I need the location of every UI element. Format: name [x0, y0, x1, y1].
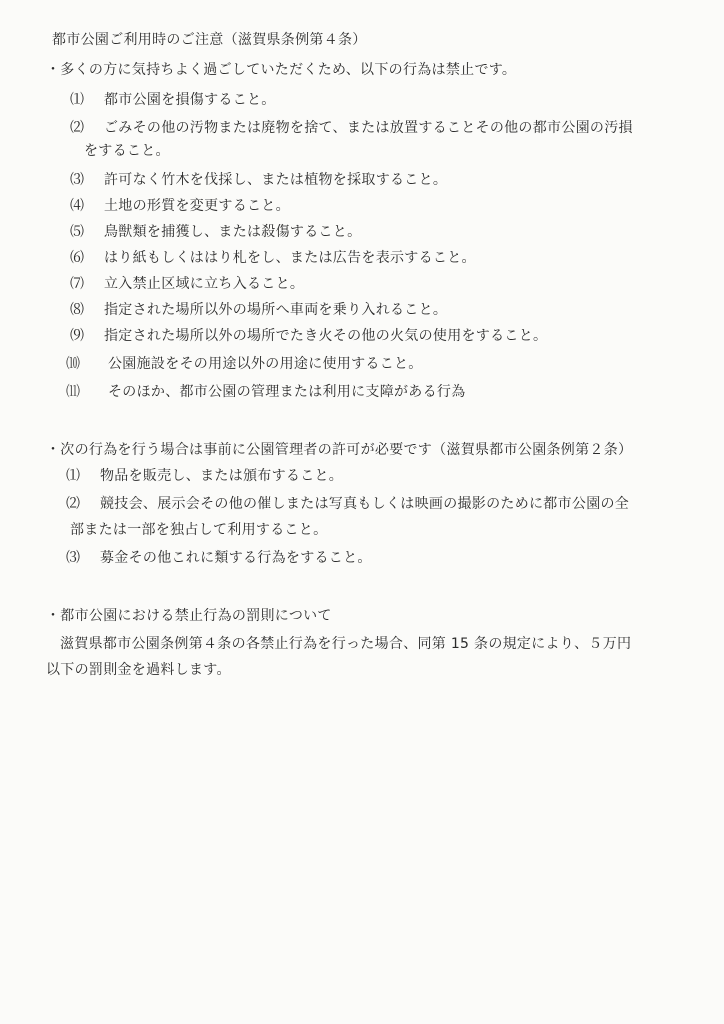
item-text: ごみその他の汚物または廃物を捨て、または放置することその他の都市公園の汚損: [104, 120, 633, 136]
item-text: はり紙もしくははり札をし、または広告を表示すること。: [104, 250, 476, 266]
item-text: 土地の形質を変更すること。: [104, 198, 290, 214]
list-item: [70, 300, 447, 320]
list-item: [70, 170, 447, 190]
item-text: 物品を販売し、または頒布すること。: [100, 468, 344, 484]
item-text: 立入禁止区域に立ち入ること。: [104, 276, 305, 292]
list-item: [66, 466, 343, 486]
item-text: 競技会、展示会その他の催しまたは写真もしくは映画の撮影のために都市公園の全: [100, 496, 630, 512]
list-item: [70, 90, 276, 110]
item-number: ⑵: [66, 496, 81, 512]
item-number: ⑶: [70, 172, 85, 188]
item-number: ⑵: [70, 120, 85, 136]
item-text: そのほか、都市公園の管理または利用に支障がある行為: [108, 384, 466, 400]
penalty-text: 滋賀県都市公園条例第４条の各禁止行為を行った場合、同第 15 条の規定により、５万円: [60, 636, 632, 652]
section3-heading: ・都市公園における禁止行為の罰則について: [46, 608, 332, 624]
item-continuation: をすること。: [84, 143, 170, 159]
item-number: ⑴: [70, 92, 85, 108]
list-item: [70, 274, 304, 294]
item-text: 鳥獣類を捕獲し、または殺傷すること。: [104, 224, 362, 240]
item-text: 指定された場所以外の場所でたき火その他の火気の使用をすること。: [104, 328, 548, 344]
penalty-text-continuation: 以下の罰則金を過料します。: [46, 662, 231, 678]
item-number: ⑷: [70, 198, 85, 214]
item-number: ⑾: [66, 384, 81, 400]
section2-heading: ・次の行為を行う場合は事前に公園管理者の許可が必要です（滋賀県都市公園条例第２条）: [46, 442, 633, 458]
list-item: [70, 248, 476, 268]
item-number: ⑺: [70, 276, 85, 292]
item-number: ⑼: [70, 328, 85, 344]
list-item: [70, 118, 633, 138]
list-item: [66, 548, 372, 568]
list-item: [66, 354, 423, 374]
list-item: [66, 382, 466, 402]
item-number: ⑸: [70, 224, 85, 240]
item-continuation: 部または一部を独占して利用すること。: [70, 522, 328, 538]
list-item: [66, 494, 629, 514]
item-text: 公園施設をその用途以外の用途に使用すること。: [108, 356, 423, 372]
item-number: ⑶: [66, 550, 81, 566]
item-number: ⑴: [66, 468, 81, 484]
item-number: ⑽: [66, 356, 81, 372]
item-text: 許可なく竹木を伐採し、または植物を採取すること。: [104, 172, 448, 188]
document-title: 都市公園ご利用時のご注意（滋賀県条例第４条）: [52, 32, 367, 48]
item-text: 都市公園を損傷すること。: [104, 92, 276, 108]
list-item: [70, 222, 361, 242]
section1-heading: ・多くの方に気持ちよく過ごしていただくため、以下の行為は禁止です。: [46, 62, 517, 78]
list-item: [70, 326, 547, 346]
item-number: ⑻: [70, 302, 85, 318]
item-number: ⑹: [70, 250, 85, 266]
item-text: 募金その他これに類する行為をすること。: [100, 550, 372, 566]
item-text: 指定された場所以外の場所へ車両を乗り入れること。: [104, 302, 448, 318]
list-item: [70, 196, 290, 216]
